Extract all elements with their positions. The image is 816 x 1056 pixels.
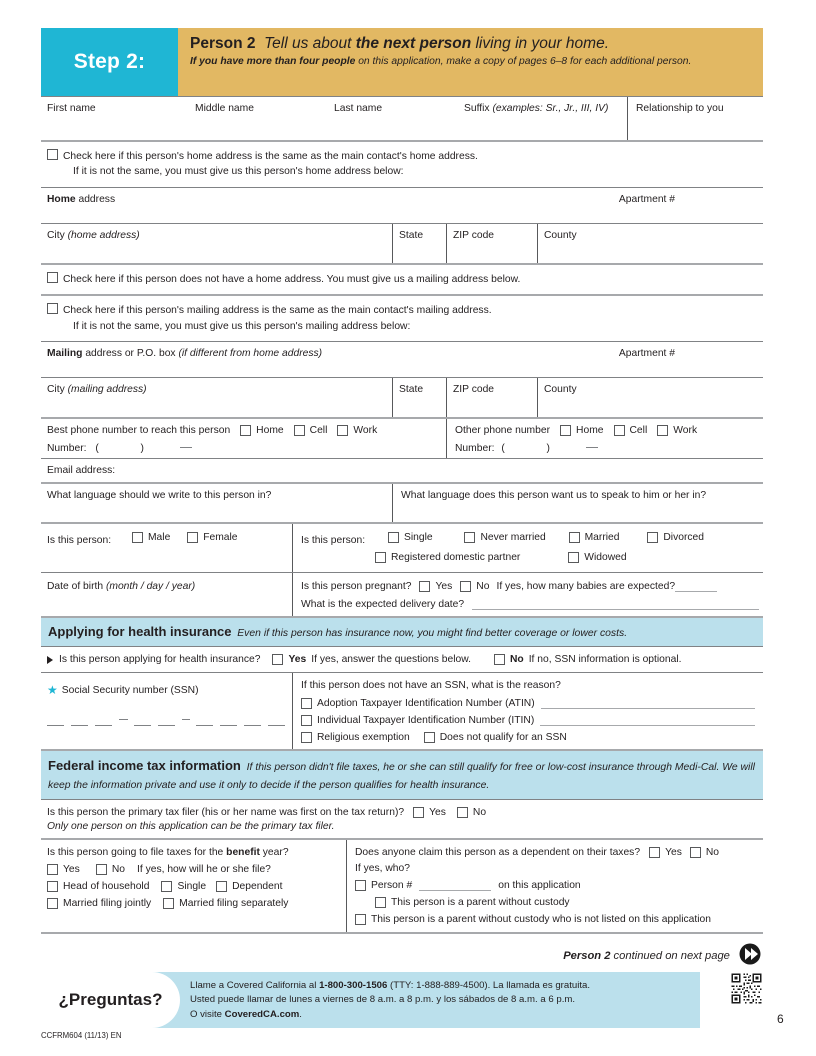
mailing-address-italic: (if different from home address) [178, 348, 323, 360]
primary-filer-row [41, 799, 763, 838]
pregnancy-ifyes-rest: , how many babies are expected? [521, 581, 676, 593]
filing-no-label: No [111, 864, 125, 876]
applying-yes-rest: , answer the questions below. [335, 654, 471, 666]
mailing-city-italic: (mailing address) [67, 384, 147, 396]
marital-widowed-label: Widowed [584, 552, 627, 564]
checkbox-icon[interactable] [649, 847, 660, 858]
form-number: CCFRM604 (11/13) EN [41, 1031, 122, 1040]
dob-field[interactable] [41, 573, 292, 616]
primary-filer-no-label: No [472, 807, 487, 819]
home-zip-label: ZIP code [453, 229, 495, 241]
checkbox-icon[interactable] [163, 898, 174, 909]
dependent-block [346, 840, 763, 932]
dependent-no-label: No [705, 847, 720, 859]
dependent-parent-unlisted-label: This person is a parent without custody who is not listed on this application [371, 914, 711, 926]
best-phone-work-option[interactable] [337, 425, 377, 436]
ssn-input[interactable] [47, 717, 292, 726]
filing-block [41, 840, 346, 932]
dependent-parent-custody-label: This person is a parent without custody [391, 897, 570, 909]
applying-question: Is this person applying for health insurance? [59, 654, 261, 666]
checkbox-icon[interactable] [47, 864, 58, 875]
applying-row [41, 646, 763, 672]
tax-band-title: Federal income tax information [48, 758, 241, 774]
checkbox-icon[interactable] [388, 532, 399, 543]
ssn-itin-input[interactable] [540, 716, 755, 726]
ssn-itin-option[interactable] [301, 715, 763, 726]
middle-name-label: Middle name [195, 103, 254, 114]
checkbox-icon[interactable] [240, 425, 251, 436]
other-phone-label: Other phone number [455, 425, 551, 437]
mailing-city-row [41, 377, 763, 417]
marital-married-option[interactable] [569, 532, 620, 543]
tax-information-band [41, 751, 763, 799]
no-home-address-row[interactable] [41, 263, 763, 294]
language-row [41, 482, 763, 522]
last-name-label: Last name [334, 103, 383, 114]
pregnancy-no-label: No [476, 581, 490, 593]
filing-dependent-label: Dependent [232, 881, 283, 893]
filing-ifyes-rest: , how will he or she file? [161, 864, 271, 876]
filing-married-jointly-option[interactable] [47, 898, 151, 909]
marital-widowed-option[interactable] [568, 552, 626, 563]
applying-no-rest: , SSN information is optional. [548, 654, 682, 666]
dependent-person-line[interactable] [355, 880, 763, 891]
mailing-city-label: City [47, 384, 68, 396]
header-sub-rest: on this application, make a copy of pages 6–8 for each additional person. [355, 56, 692, 68]
checkbox-icon[interactable] [657, 425, 668, 436]
checkbox-icon[interactable] [96, 864, 107, 875]
filing-single-label: Single [177, 881, 207, 893]
checkbox-icon[interactable] [424, 732, 435, 743]
ssn-digit-slot[interactable] [158, 717, 175, 726]
ssn-atin-option[interactable] [301, 698, 763, 709]
health-band-subtitle [231, 628, 627, 639]
dependent-person-num-label: Person # [371, 880, 413, 892]
ssn-block [41, 673, 292, 749]
home-address-rest: address [75, 193, 116, 205]
home-address-same-text [63, 149, 478, 180]
checkbox-icon[interactable] [161, 881, 172, 892]
pregnancy-ifyes-bold: If yes [496, 581, 522, 593]
filing-single-option[interactable] [161, 881, 206, 892]
paren-open: ( [95, 443, 99, 455]
dependent-no-option[interactable] [690, 847, 719, 858]
mailing-city-field[interactable] [41, 378, 392, 417]
footer-contact-text [180, 972, 590, 1028]
filing-status-line-2 [47, 898, 346, 909]
mailing-address-bold: Mailing [47, 348, 83, 360]
mailing-zip-field[interactable] [446, 378, 537, 417]
ssn-religious-label: Religious exemption [317, 732, 410, 744]
ssn-digit-slot[interactable] [244, 717, 261, 726]
home-state-field[interactable] [392, 224, 446, 263]
ssn-other-reasons [301, 732, 763, 743]
language-write-field[interactable] [41, 484, 392, 522]
checkbox-icon[interactable] [47, 149, 58, 160]
applying-yes-bold: If yes [311, 654, 336, 666]
other-phone-number-input[interactable] [455, 443, 763, 454]
footer-line-1 [190, 979, 590, 993]
dependent-question-line [355, 847, 763, 858]
name-row [41, 96, 763, 140]
ssn-row [41, 672, 763, 749]
marital-divorced-label: Divorced [663, 532, 705, 544]
first-name-field[interactable] [41, 97, 189, 140]
marital-single-option[interactable] [388, 532, 433, 543]
checkbox-icon[interactable] [355, 914, 366, 925]
filing-no-option[interactable] [96, 864, 125, 875]
header-title-bold: the next person [355, 35, 472, 52]
qr-code-icon [730, 972, 763, 1005]
ssn-reason-question: If this person does not have an SSN, what is the reason? [301, 680, 561, 692]
checkbox-icon[interactable] [294, 425, 305, 436]
footer-phone: 1-800-300-1506 [319, 980, 388, 991]
language-speak-field[interactable] [392, 484, 763, 522]
footer-line-2: Usted puede llamar de lunes a viernes de 8 a.m. a 8 p.m. y los sábados de 8 a.m. a 6 p.m. [190, 994, 576, 1006]
ssn-label-line [47, 683, 292, 697]
filing-dependent-option[interactable] [216, 881, 282, 892]
ssn-hyphen [119, 719, 128, 720]
language-write-label: What language should we write to this person in? [47, 490, 272, 502]
filing-question-bold: benefit [226, 847, 260, 859]
delivery-date-input[interactable] [472, 599, 759, 610]
pregnancy-block [292, 573, 763, 616]
best-phone-work-label: Work [353, 425, 378, 437]
checkbox-icon[interactable] [464, 532, 475, 543]
checkbox-icon[interactable] [355, 880, 366, 891]
mailing-county-label: County [544, 384, 577, 396]
filing-status-line-1 [47, 881, 346, 892]
mailing-same-line2-bold: If it is not the same [73, 320, 160, 332]
mailing-same-line2-rest: , you must give us this person's mailing address below: [159, 320, 411, 332]
sex-block [41, 524, 292, 572]
home-city-italic: (home address) [67, 229, 140, 241]
mailing-same-line1: Check here if this person's mailing address is the same as the main contact's mailing address. [63, 305, 492, 317]
ssn-atin-label: Adoption Taxpayer Identification Number (ATIN) [317, 698, 535, 710]
best-phone-cell-option[interactable] [294, 425, 328, 436]
dob-label: Date of birth [47, 581, 106, 593]
star-icon: ★ [47, 683, 58, 698]
other-phone-home-option[interactable] [560, 425, 603, 436]
paren-open: ( [501, 443, 505, 455]
sex-male-label: Male [147, 532, 171, 544]
home-city-label: City [47, 229, 68, 241]
footer [41, 972, 763, 1040]
marital-never-married-label: Never married [480, 532, 546, 544]
checkbox-icon[interactable] [375, 897, 386, 908]
dependent-yes-label: Yes [665, 847, 682, 859]
sex-prompt: Is this person: [47, 535, 112, 547]
best-phone-home-label: Home [256, 425, 284, 437]
dependent-ifyes-line [355, 863, 763, 874]
mailing-county-field[interactable] [537, 378, 763, 417]
paren-close: ) [140, 443, 144, 455]
best-number-label: Number: [47, 443, 87, 455]
ssn-digit-slot[interactable] [196, 717, 213, 726]
last-name-field[interactable] [328, 97, 458, 140]
dependent-parent-unlisted-line[interactable] [355, 914, 763, 925]
header-gold-panel [178, 28, 763, 96]
primary-filer-question: Is this person the primary tax filer (his or her name was first on the tax return)? [47, 807, 405, 819]
health-band-subtitle-text: Even if this person has insurance now, you might find better coverage or lower costs. [237, 628, 628, 640]
home-county-label: County [544, 229, 577, 241]
sex-female-option[interactable] [187, 532, 237, 543]
mailing-zip-label: ZIP code [453, 384, 495, 396]
checkbox-icon[interactable] [132, 532, 143, 543]
mailing-address-input[interactable] [41, 341, 763, 377]
best-phone-home-option[interactable] [240, 425, 283, 436]
checkbox-icon[interactable] [187, 532, 198, 543]
best-phone-label: Best phone number to reach this person [47, 425, 231, 437]
checkbox-icon[interactable] [460, 581, 471, 592]
preguntas-label: ¿Preguntas? [41, 972, 180, 1028]
tax-band-subtitle-text: If this person didn't file taxes, he or she can still qualify for free or low-cost insurance through Medi-Cal. We will keep the information private and use it only to decide if the person qualifies for health insurance. [48, 762, 755, 792]
phone-dash [586, 447, 598, 448]
checkbox-icon[interactable] [568, 552, 579, 563]
ssn-digit-slot[interactable] [220, 717, 237, 726]
pregnancy-no-option[interactable] [460, 581, 489, 592]
marital-never-married-option[interactable] [464, 532, 545, 543]
mailing-address-same-row[interactable] [41, 294, 763, 341]
checkbox-icon[interactable] [337, 425, 348, 436]
checkbox-icon[interactable] [47, 272, 58, 283]
ssn-digit-slot[interactable] [47, 717, 64, 726]
continued-bold: Person 2 [563, 950, 611, 963]
footer-line1-pre: Llame a Covered California al [190, 980, 320, 991]
home-apartment-label: Apartment # [618, 193, 675, 205]
home-same-line1: Check here if this person's home address is the same as the main contact's home address. [63, 151, 478, 162]
checkbox-icon[interactable] [272, 654, 283, 665]
best-phone-cell-label: Cell [309, 425, 328, 437]
filing-married-separately-option[interactable] [163, 898, 288, 909]
health-band-title: Applying for health insurance [48, 624, 232, 640]
ssn-reason-block [292, 673, 763, 749]
filing-ifyes-bold: If yes [136, 864, 162, 876]
home-address-same-row[interactable] [41, 140, 763, 187]
other-phone-home-label: Home [576, 425, 604, 437]
babies-count-input[interactable] [675, 581, 717, 592]
header-person-label: Person 2 [190, 35, 256, 52]
email-field[interactable] [41, 458, 763, 482]
relationship-field[interactable] [627, 97, 763, 140]
checkbox-icon[interactable] [494, 654, 505, 665]
filing-head-of-household-label: Head of household [63, 881, 150, 893]
mailing-state-field[interactable] [392, 378, 446, 417]
other-phone-line [455, 425, 763, 436]
dependent-ifyes-bold: If yes [355, 863, 380, 875]
footer-line3-post: . [299, 1008, 302, 1020]
marital-block [292, 524, 763, 572]
mailing-address-rest: address or P.O. box [82, 348, 179, 360]
filing-question-post: year? [259, 847, 289, 859]
suffix-label: Suffix [464, 103, 493, 114]
step-header [41, 28, 763, 96]
filing-yes-label: Yes [63, 864, 80, 876]
checkbox-icon[interactable] [47, 898, 58, 909]
phone-row [41, 417, 763, 458]
checkbox-icon[interactable] [301, 732, 312, 743]
marital-married-label: Married [584, 532, 620, 544]
home-city-row [41, 223, 763, 263]
checkbox-icon[interactable] [560, 425, 571, 436]
footer-line3-pre: O visite [190, 1008, 225, 1020]
checkbox-icon[interactable] [301, 715, 312, 726]
ssn-itin-label: Individual Taxpayer Identification Number (ITIN) [317, 715, 535, 727]
applying-yes-label: Yes [288, 654, 307, 666]
triangle-pointer-icon [47, 656, 53, 664]
home-same-line2-rest: , you must give us this person's home address below: [159, 166, 404, 178]
other-phone-cell-option[interactable] [614, 425, 648, 436]
applying-no-label: No [509, 654, 524, 666]
sex-female-label: Female [203, 532, 238, 544]
other-phone-cell-label: Cell [629, 425, 648, 437]
checkbox-icon[interactable] [301, 698, 312, 709]
checkbox-icon[interactable] [47, 881, 58, 892]
dependent-parent-custody-line[interactable] [375, 897, 763, 908]
checkbox-icon[interactable] [47, 303, 58, 314]
pregnancy-yes-label: Yes [435, 581, 453, 593]
continued-rest: continued on next page [610, 950, 730, 963]
page-number: 6 [777, 1012, 784, 1026]
delivery-date-question: What is the expected delivery date? [301, 599, 465, 611]
marital-rdp-option[interactable] [375, 552, 520, 563]
filing-head-of-household-option[interactable] [47, 881, 149, 892]
primary-filer-yes-option[interactable] [413, 807, 446, 818]
best-phone-line [47, 425, 446, 436]
email-label: Email address: [47, 465, 116, 477]
header-title-rest2: living in your home. [471, 35, 610, 52]
checkbox-icon[interactable] [647, 532, 658, 543]
other-phone-block [446, 419, 763, 458]
ssn-digit-slot[interactable] [134, 717, 151, 726]
dependent-yes-option[interactable] [649, 847, 682, 858]
checkbox-icon[interactable] [216, 881, 227, 892]
marital-prompt: Is this person: [301, 535, 366, 547]
pregnancy-question: Is this person pregnant? [301, 581, 412, 593]
filing-yesno-line [47, 864, 346, 875]
primary-filer-yes-label: Yes [429, 807, 446, 819]
first-name-label: First name [47, 103, 96, 114]
footer-website[interactable]: CoveredCA.com [224, 1008, 300, 1020]
ssn-not-qualify-label: Does not qualify for an SSN [439, 732, 567, 744]
mailing-state-label: State [399, 384, 424, 396]
ssn-digit-slot[interactable] [268, 717, 285, 726]
step-label: Step 2: [41, 28, 178, 96]
header-sub-bold: If you have more than four people [190, 56, 356, 68]
checkbox-icon[interactable] [690, 847, 701, 858]
dependent-on-application-label: on this application [498, 880, 581, 892]
footer-line1-post: (TTY: 1-888-889-4500). La llamada es gratuita. [387, 980, 590, 991]
other-number-label: Number: [455, 443, 495, 455]
primary-filer-note: Only one person on this application can be the primary tax filer. [47, 821, 335, 833]
paren-close: ) [546, 443, 550, 455]
home-same-line2-bold: If it is not the same [73, 166, 160, 178]
ssn-digit-slot[interactable] [95, 717, 112, 726]
middle-name-field[interactable] [189, 97, 328, 140]
form-page [41, 0, 763, 968]
header-title-rest1: Tell us about [264, 35, 356, 52]
home-address-bold: Home [47, 193, 76, 205]
dependent-question: Does anyone claim this person as a dependent on their taxes? [355, 847, 641, 859]
home-address-input[interactable] [41, 187, 763, 223]
header-title [190, 34, 752, 53]
checkbox-icon[interactable] [569, 532, 580, 543]
checkbox-icon[interactable] [375, 552, 386, 563]
double-arrow-icon [739, 943, 761, 968]
language-speak-label: What language does this person want us to speak to him or her in? [401, 490, 707, 502]
suffix-examples: (examples: Sr., Jr., III, IV) [492, 103, 609, 114]
checkbox-icon[interactable] [614, 425, 625, 436]
health-insurance-band [41, 618, 763, 646]
suffix-field[interactable] [458, 97, 627, 140]
mailing-apartment-label: Apartment # [618, 348, 675, 360]
applying-no-bold: If no [528, 654, 549, 666]
other-phone-work-label: Work [673, 425, 698, 437]
best-phone-number-input[interactable] [47, 443, 446, 454]
primary-filer-no-option[interactable] [457, 807, 486, 818]
home-city-field[interactable] [41, 224, 392, 263]
ssn-hyphen [182, 719, 191, 720]
marital-single-label: Single [403, 532, 433, 544]
checkbox-icon[interactable] [419, 581, 430, 592]
dob-italic: (month / day / year) [105, 581, 196, 593]
home-state-label: State [399, 229, 424, 241]
other-phone-work-option[interactable] [657, 425, 697, 436]
filing-yes-option[interactable] [47, 864, 80, 875]
ssn-digit-slot[interactable] [71, 717, 88, 726]
home-county-field[interactable] [537, 224, 763, 263]
dob-pregnancy-row [41, 572, 763, 616]
phone-dash [180, 447, 192, 448]
sex-marital-row [41, 522, 763, 572]
filing-question [47, 847, 346, 858]
filing-married-jointly-label: Married filing jointly [63, 898, 152, 910]
checkbox-icon[interactable] [413, 807, 424, 818]
checkbox-icon[interactable] [457, 807, 468, 818]
filing-dependent-row [41, 838, 763, 932]
filing-question-pre: Is this person going to file taxes for the [47, 847, 227, 859]
marital-rdp-label: Registered domestic partner [391, 552, 521, 564]
relationship-label: Relationship to you [636, 103, 724, 114]
dependent-person-num-input[interactable] [419, 881, 491, 891]
ssn-atin-input[interactable] [541, 699, 755, 709]
footer-line-3 [190, 1008, 590, 1022]
mailing-same-text [63, 303, 492, 334]
sex-male-option[interactable] [132, 532, 170, 543]
no-home-address-text: Check here if this person does not have a home address. You must give us a mailing address below. [63, 273, 521, 285]
ssn-label: Social Security number (SSN) [61, 684, 199, 696]
pregnancy-yes-option[interactable] [419, 581, 452, 592]
filing-married-separately-label: Married filing separately [179, 898, 289, 910]
questions-bar [41, 972, 700, 1028]
marital-divorced-option[interactable] [647, 532, 704, 543]
dependent-ifyes-rest: , who? [379, 863, 410, 875]
continued-note [41, 934, 763, 968]
home-zip-field[interactable] [446, 224, 537, 263]
best-phone-block [41, 419, 446, 458]
header-subtitle [190, 55, 752, 69]
